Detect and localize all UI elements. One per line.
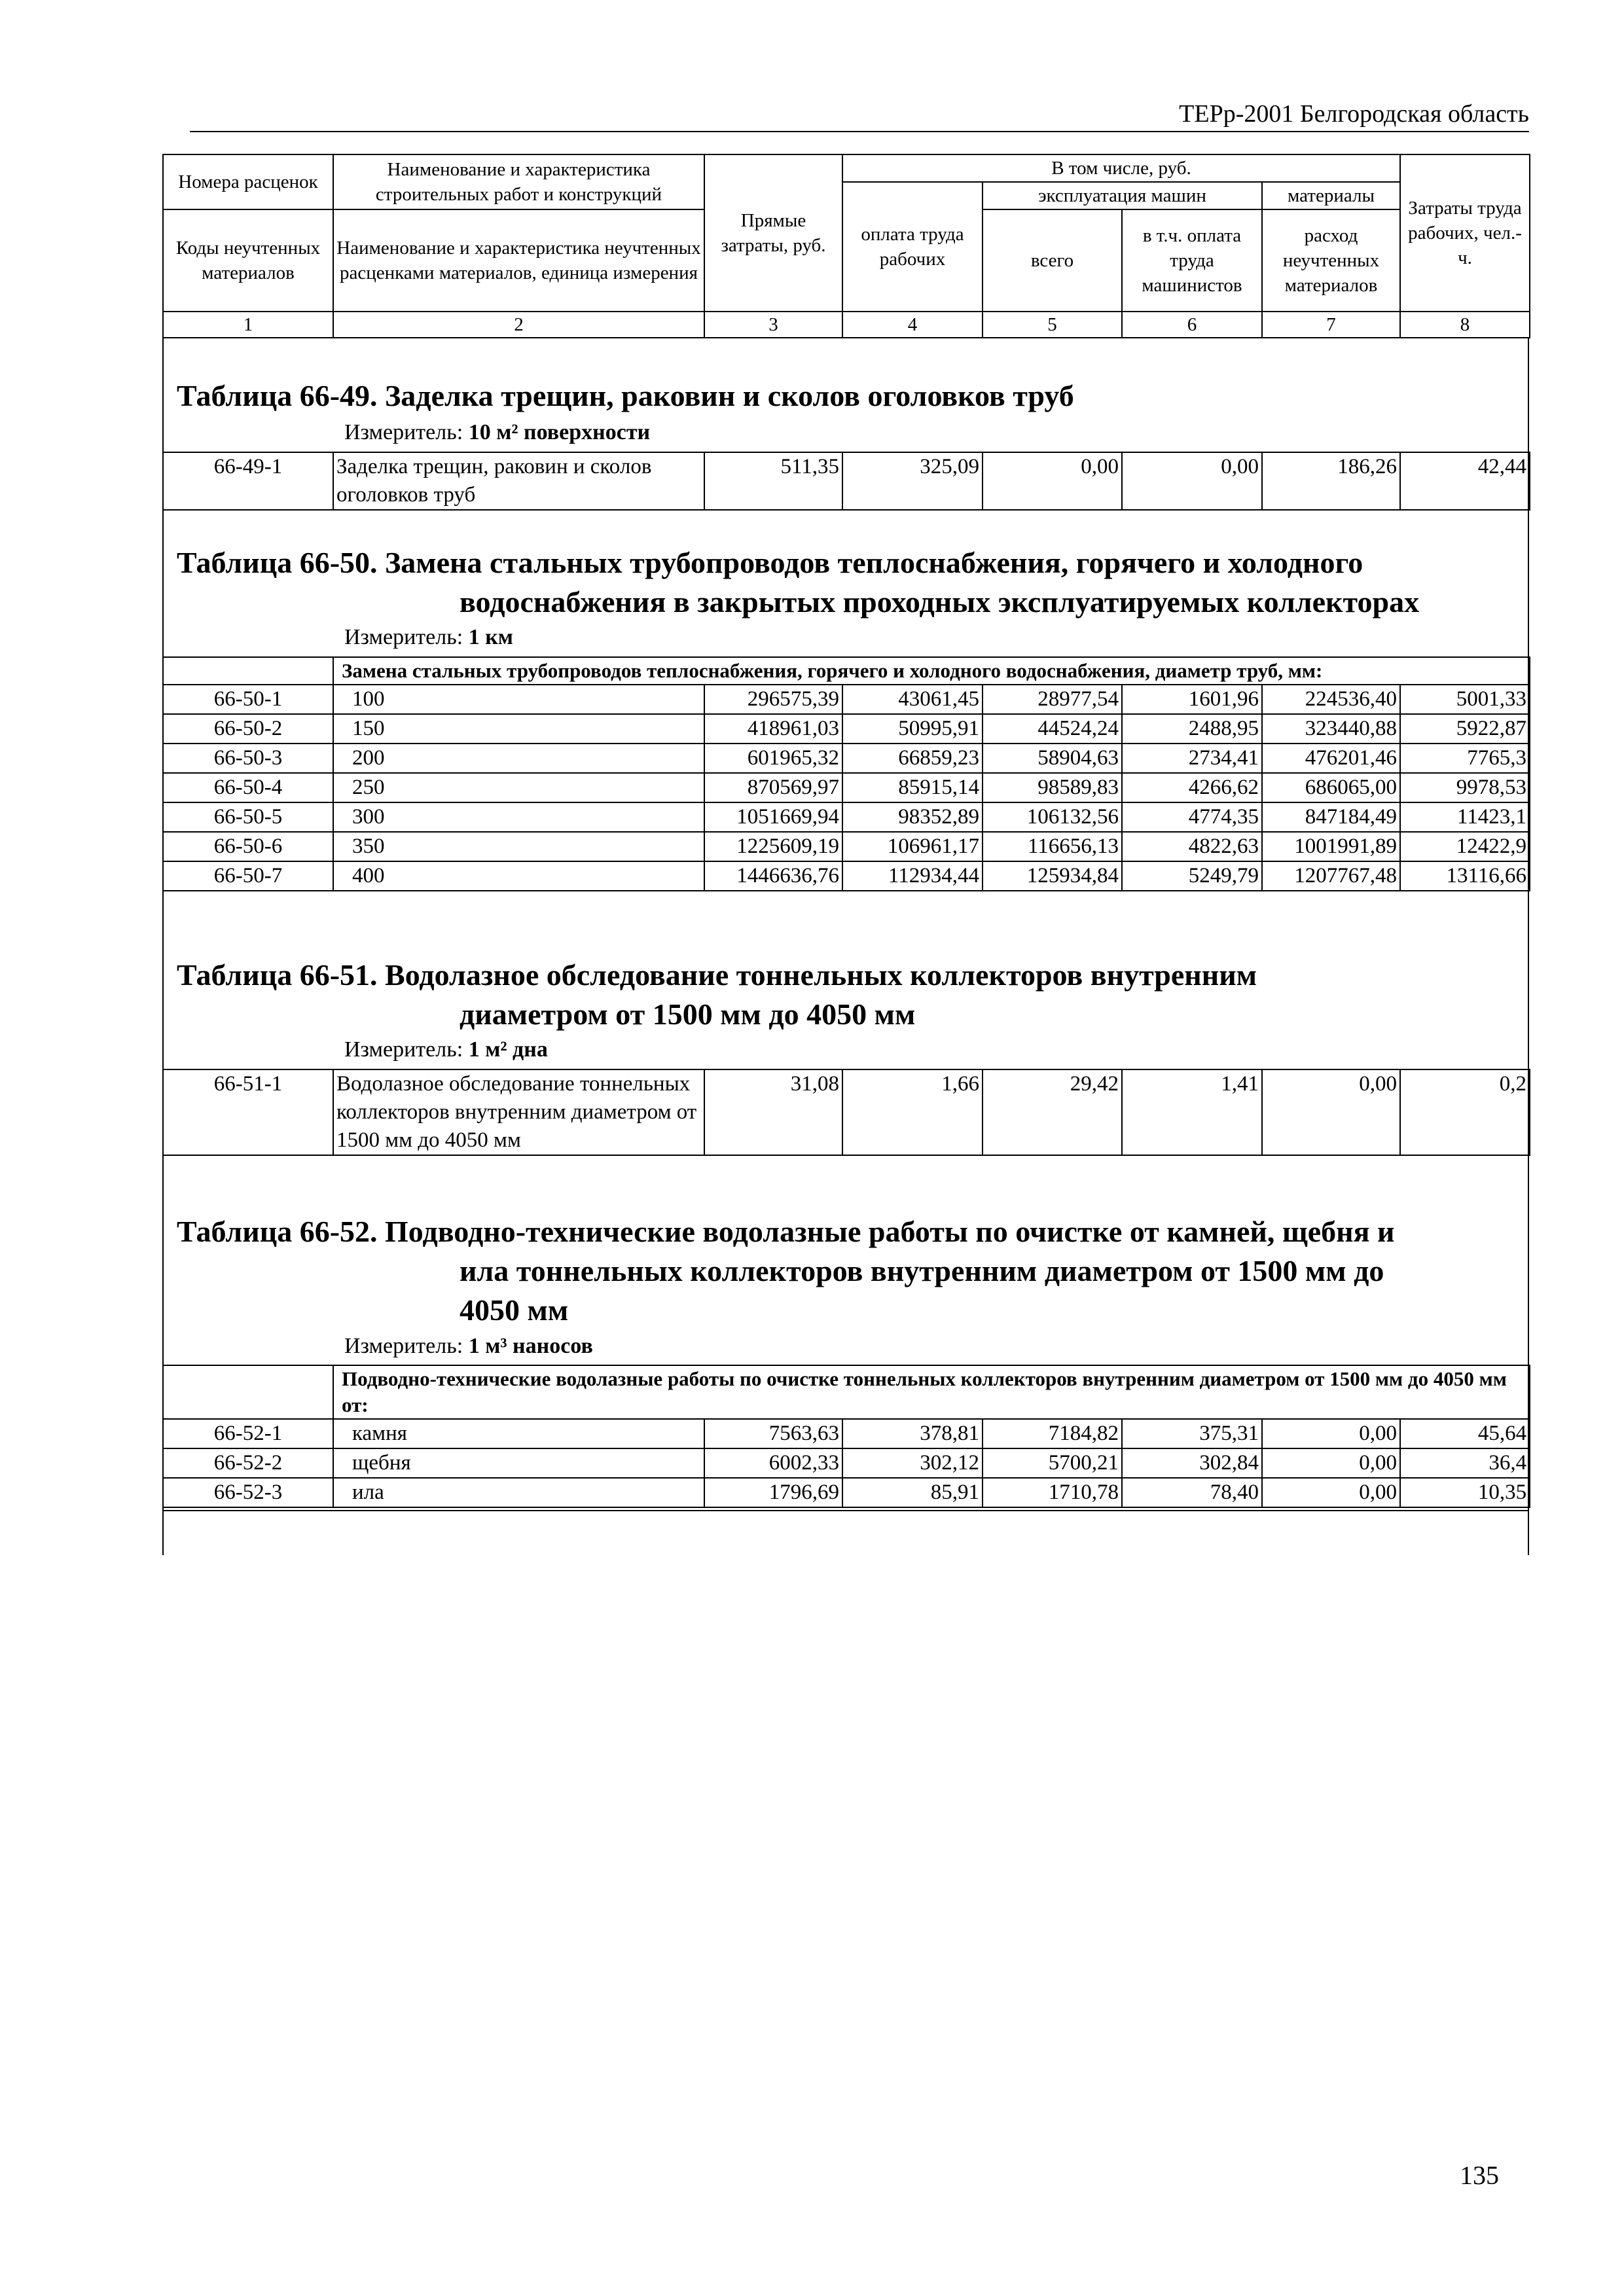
table-frame-divider: [162, 1510, 1529, 1511]
table-row: 66-50-5 300 1051669,94 98352,89 106132,56 4774,35 847184,49 11423,1: [163, 802, 1530, 832]
table-row: 66-52-2 щебня 6002,33 302,12 5700,21 302,84 0,00 36,4: [163, 1448, 1530, 1478]
table-66-51: [162, 1069, 1530, 1156]
header-including: В том числе, руб.: [842, 154, 1400, 182]
col-num-8: 8: [1400, 312, 1530, 338]
table-66-52: [162, 1365, 1530, 1508]
header-labor-hours: Затраты труда рабочих, чел.-ч.: [1400, 154, 1530, 312]
table-row: 66-52-1 камня 7563,63 378,81 7184,82 375,31 0,00 45,64: [163, 1419, 1530, 1448]
section-title-text: Таблица 66-49. Заделка трещин, раковин и сколов оголовков труб: [177, 379, 1074, 412]
table-row: 66-51-1 Водолазное обследование тоннельных коллекторов внутренним диаметром от 1500 мм до 4050 мм 31,08 1,66 29,42 1,41 0,00 0,2: [163, 1069, 1530, 1155]
header-materials: материалы: [1262, 182, 1400, 209]
table-row: 66-50-3 200 601965,32 66859,23 58904,63 2734,41 476201,46 7765,3: [163, 744, 1530, 773]
header-operator-wages: в т.ч. оплата труда машинистов: [1122, 209, 1262, 312]
section-title-66-50: Таблица 66-50. Замена стальных трубопроводов теплоснабжения, горячего и холодного водоснабжения в закрытых проходных эксплуатируемых коллекторах: [177, 546, 1420, 619]
col-num-6: 6: [1122, 312, 1262, 338]
section-title-66-52: Таблица 66-52. Подводно-технические водолазные работы по очистке от камней, щебня и ила тоннельных коллекторов внутренним диаметром от 1500 мм до 4050 мм: [177, 1215, 1395, 1327]
header-direct-costs: Прямые затраты, руб.: [704, 154, 842, 312]
header-work-name: Наименование и характеристика строительных работ и конструкций: [333, 154, 704, 209]
header-material-names: Наименование и характеристика неучтенных расценками материалов, единица измерения: [333, 209, 704, 312]
col-num-1: 1: [163, 312, 333, 338]
group-row: Замена стальных трубопроводов теплоснабжения, горячего и холодного водоснабжения, диаметр труб, мм:: [163, 657, 1530, 685]
col-num-5: 5: [983, 312, 1122, 338]
column-header-table: [162, 154, 1530, 338]
table-row: 66-50-2 150 418961,03 50995,91 44524,24 2488,95 323440,88 5922,87: [163, 714, 1530, 744]
header-unaccounted-materials: расход неучтенных материалов: [1262, 209, 1400, 312]
col-num-4: 4: [842, 312, 983, 338]
document-title: ТЕРр-2001 Белгородская область: [1179, 100, 1529, 128]
col-num-3: 3: [704, 312, 842, 338]
measure-66-50: Измеритель: 1 км: [344, 625, 513, 649]
header-worker-wages: оплата труда рабочих: [842, 182, 983, 312]
header-rate-numbers: Номера расценок: [163, 154, 333, 209]
table-66-50: [162, 656, 1530, 891]
table-row: 66-50-7 400 1446636,76 112934,44 125934,84 5249,79 1207767,48 13116,66: [163, 861, 1530, 891]
table-row: 66-49-1 Заделка трещин, раковин и сколов оголовков труб 511,35 325,09 0,00 0,00 186,26 42,44: [163, 452, 1530, 510]
measure-66-51: Измеритель: 1 м² дна: [344, 1037, 548, 1062]
table-row: 66-50-1 100 296575,39 43061,45 28977,54 1601,96 224536,40 5001,33: [163, 685, 1530, 714]
table-row: 66-50-4 250 870569,97 85915,14 98589,83 4266,62 686065,00 9978,53: [163, 773, 1530, 802]
header-machines-total: всего: [983, 209, 1122, 312]
header-machine-operation: эксплуатация машин: [983, 182, 1262, 209]
col-num-7: 7: [1262, 312, 1400, 338]
table-66-49: [162, 452, 1530, 511]
col-num-2: 2: [333, 312, 704, 338]
measure-66-49: Измеритель: 10 м² поверхности: [344, 420, 651, 444]
section-title-66-51: Таблица 66-51. Водолазное обследование тоннельных коллекторов внутренним диаметром от 1500 мм до 4050 мм: [177, 958, 1257, 1031]
measure-66-52: Измеритель: 1 м³ наносов: [344, 1334, 593, 1358]
section-title-66-49: [177, 376, 1525, 416]
table-row: 66-52-3 ила 1796,69 85,91 1710,78 78,40 0,00 10,35: [163, 1478, 1530, 1507]
table-row: 66-50-6 350 1225609,19 106961,17 116656,13 4822,63 1001991,89 12422,9: [163, 832, 1530, 861]
header-material-codes: Коды неучтенных материалов: [163, 209, 333, 312]
page-header: [190, 98, 1529, 132]
group-row: Подводно-технические водолазные работы по очистке тоннельных коллекторов внутренним диаметром от 1500 мм до 4050 мм от:: [163, 1365, 1530, 1419]
page-number: 135: [1460, 2161, 1499, 2190]
